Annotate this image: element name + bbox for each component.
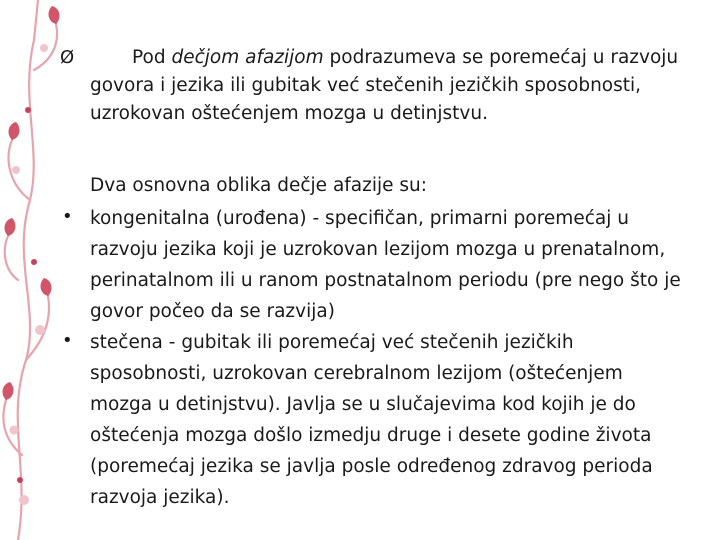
bullet-icon: •: [62, 330, 73, 351]
arrow-bullet-icon: Ø: [60, 47, 75, 68]
definition-term: dečjom afazijom: [171, 47, 324, 68]
floral-vine-decoration: [0, 0, 80, 540]
definition-rest: podrazumeva se poremećaj u razvoju govora i jezika ili gubitak već stečenih jezičkih sposobnosti, uzrokovan oštećenjem mozga u detinjstvu.: [90, 47, 679, 124]
forms-heading: Dva osnovna oblika dečje afazije su:: [90, 175, 427, 196]
list-item: kongenitalna (urođena) - specifičan, primarni poremećaj u razvoju jezika koji je uzrokovan lezijom mozga u prenatalnom, perinatalnom ili u ranom postnatalnom periodu (pre nego što je govor počeo da se razvija): [90, 208, 681, 322]
definition-lead: Pod: [132, 47, 172, 68]
definition-paragraph: [90, 44, 690, 128]
list-item: stečena - gubitak ili poremećaj već stečenih jezičkih sposobnosti, uzrokovan cerebralnom lezijom (oštećenjem mozga u detinjstvu). Javlja se u slučajevima kod kojih je do oštećenja mozga došlo izmedju druge i desete godine života (poremećaj jezika se javlja posle određenog zdravog perioda razvoja jezika).: [90, 332, 653, 508]
bullet-icon: •: [62, 206, 73, 227]
